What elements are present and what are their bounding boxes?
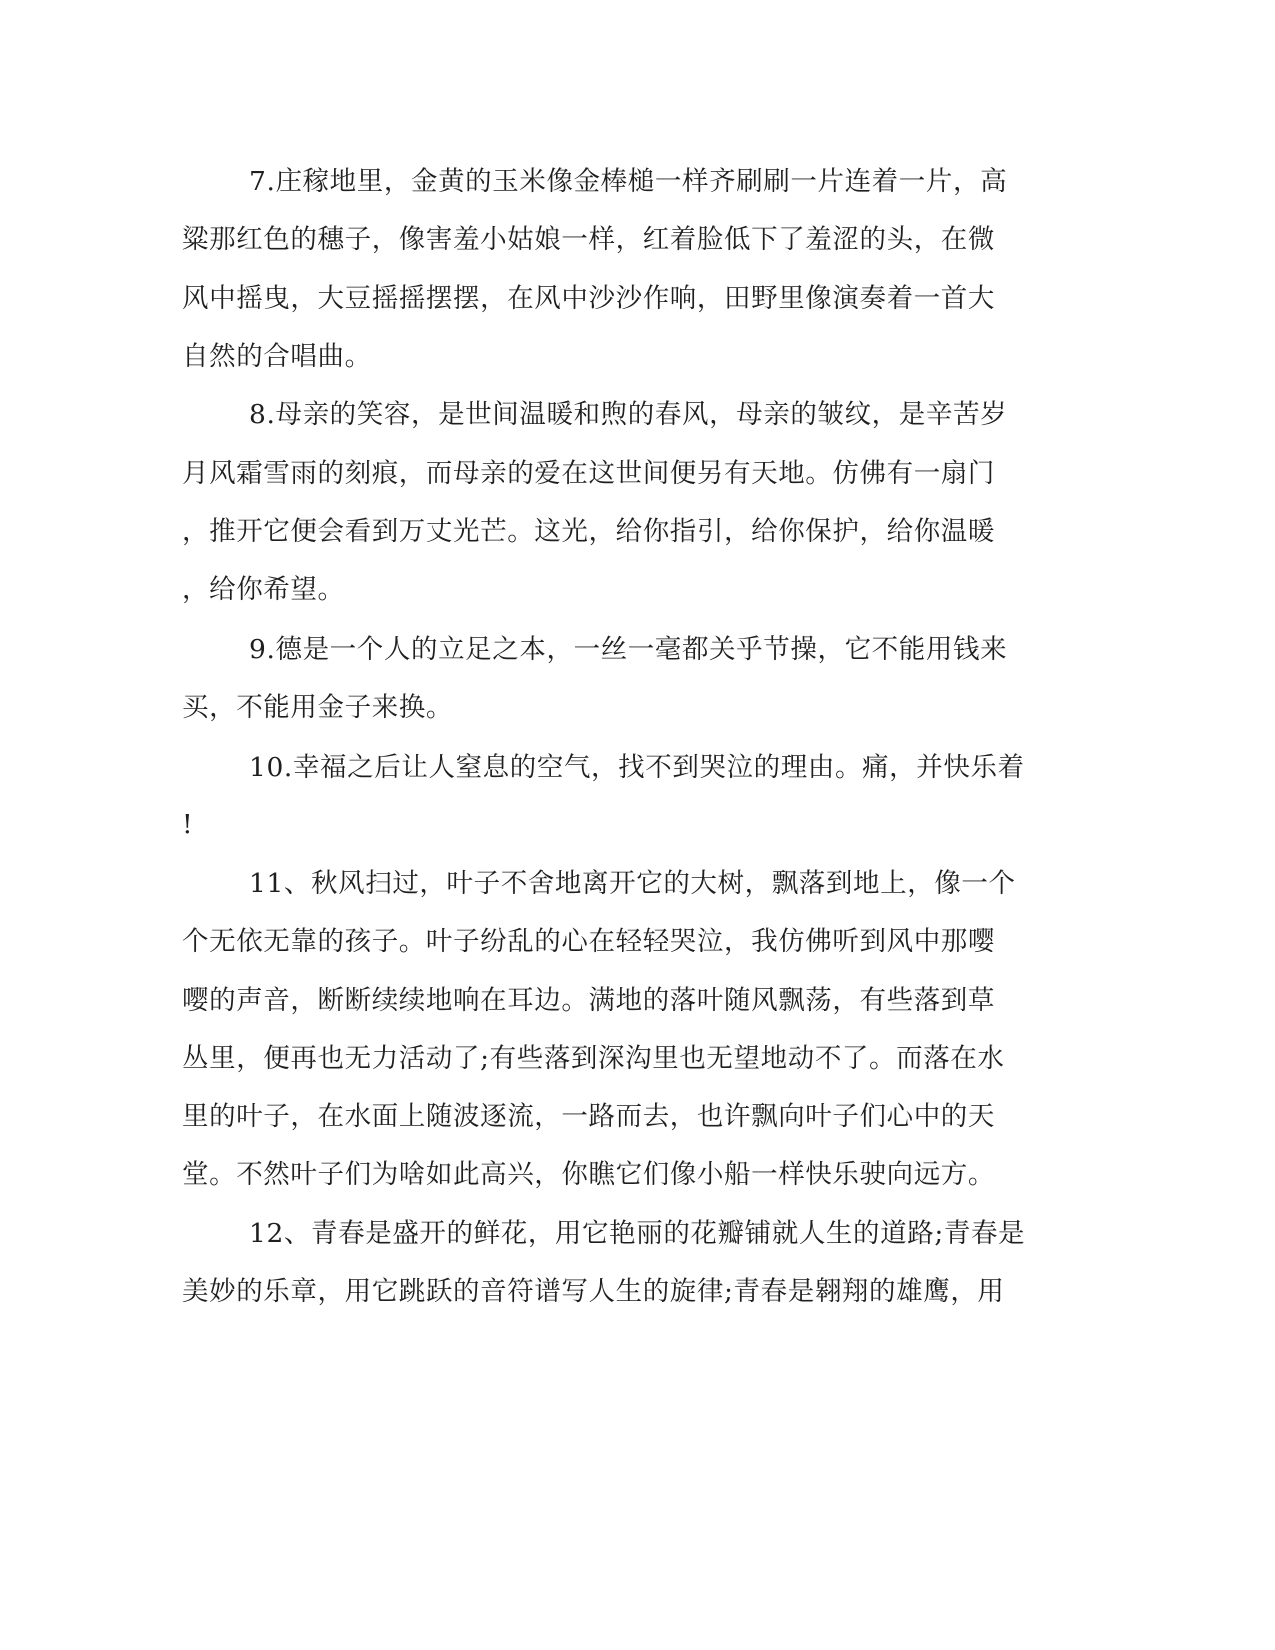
paragraph-11-line-1: 11、秋风扫过，叶子不舍地离开它的大树，飘落到地上，像一个 [249,868,1016,899]
paragraph-11-line-5: 里的叶子，在水面上随波逐流，一路而去，也许飘向叶子们心中的天 [182,1101,995,1132]
paragraph-8-line-3: ，推开它便会看到万丈光芒。这光，给你指引，给你保护，给你温暖 [182,516,995,547]
paragraph-8-line-1: 8.母亲的笑容，是世间温暖和煦的春风，母亲的皱纹，是辛苦岁 [249,399,1008,430]
paragraph-11-line-4: 丛里，便再也无力活动了;有些落到深沟里也无望地动不了。而落在水 [182,1043,1005,1074]
paragraph-8-line-4: ，给你希望。 [182,574,345,605]
paragraph-9-line-1: 9.德是一个人的立足之本，一丝一毫都关乎节操，它不能用钱来 [249,634,1008,665]
paragraph-12-line-2: 美妙的乐章，用它跳跃的音符谱写人生的旋律;青春是翱翔的雄鹰，用 [182,1276,1005,1307]
paragraph-7-line-2: 粱那红色的穗子，像害羞小姑娘一样，红着脸低下了羞涩的头，在微 [182,224,995,255]
paragraph-7-line-3: 风中摇曳，大豆摇摇摆摆，在风中沙沙作响，田野里像演奏着一首大 [182,283,995,314]
paragraph-12-line-1: 12、青春是盛开的鲜花，用它艳丽的花瓣铺就人生的道路;青春是 [249,1218,1026,1249]
paragraph-7-line-1: 7.庄稼地里，金黄的玉米像金棒槌一样齐刷刷一片连着一片，高 [249,166,1008,197]
paragraph-7-line-4: 自然的合唱曲。 [182,341,372,372]
paragraph-11-line-2: 个无依无靠的孩子。叶子纷乱的心在轻轻哭泣，我仿佛听到风中那嘤 [182,926,995,957]
paragraph-11-line-3: 嘤的声音，断断续续地响在耳边。满地的落叶随风飘荡，有些落到草 [182,985,995,1016]
paragraph-9-line-2: 买，不能用金子来换。 [182,692,453,723]
paragraph-11-line-6: 堂。不然叶子们为啥如此高兴，你瞧它们像小船一样快乐驶向远方。 [182,1159,995,1190]
paragraph-10-line-1: 10.幸福之后让人窒息的空气，找不到哭泣的理由。痛，并快乐着 [249,752,1025,783]
paragraph-8-line-2: 月风霜雪雨的刻痕，而母亲的爱在这世间便另有天地。仿佛有一扇门 [182,458,995,489]
paragraph-10-line-2: ! [182,809,194,840]
